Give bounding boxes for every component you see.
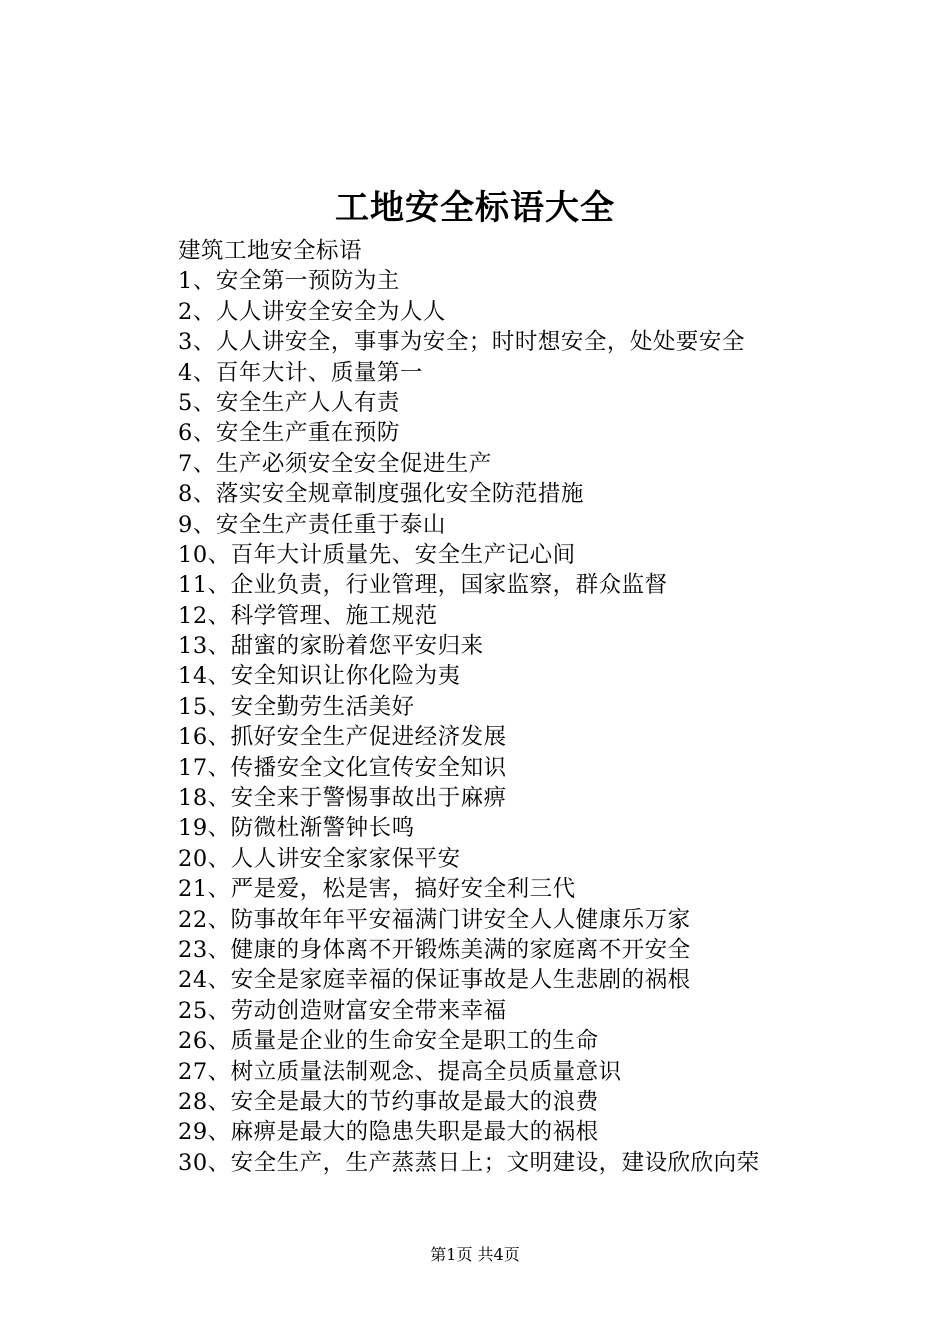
list-item: 2、人人讲安全安全为人人	[178, 298, 446, 325]
list-item: 20、人人讲安全家家保平安	[178, 845, 461, 872]
list-item: 1、安全第一预防为主	[178, 268, 400, 295]
page-title: 工地安全标语大全	[335, 188, 615, 228]
page-footer: 第1页 共4页	[430, 1245, 520, 1264]
list-item: 5、安全生产人人有责	[178, 389, 400, 416]
list-item: 15、安全勤劳生活美好	[178, 693, 415, 720]
list-item: 17、传播安全文化宣传安全知识	[178, 754, 507, 781]
list-item: 4、百年大计、质量第一	[178, 359, 423, 386]
list-item: 11、企业负责，行业管理，国家监察，群众监督	[178, 572, 668, 599]
list-item: 3、人人讲安全，事事为安全；时时想安全，处处要安全	[178, 329, 745, 356]
list-item: 7、生产必须安全安全促进生产	[178, 450, 492, 477]
list-item: 23、健康的身体离不开锻炼美满的家庭离不开安全	[178, 936, 691, 963]
list-item: 18、安全来于警惕事故出于麻痹	[178, 785, 507, 812]
document-body	[178, 236, 878, 1178]
list-item: 22、防事故年年平安福满门讲安全人人健康乐万家	[178, 906, 691, 933]
list-item: 6、安全生产重在预防	[178, 420, 400, 447]
list-item: 27、树立质量法制观念、提高全员质量意识	[178, 1058, 622, 1085]
list-item: 16、抓好安全生产促进经济发展	[178, 724, 507, 751]
list-item: 14、安全知识让你化险为夷	[178, 663, 461, 690]
list-item: 24、安全是家庭幸福的保证事故是人生悲剧的祸根	[178, 967, 691, 994]
list-item: 25、劳动创造财富安全带来幸福	[178, 997, 507, 1024]
list-item: 21、严是爱，松是害，搞好安全利三代	[178, 876, 576, 903]
list-item: 26、质量是企业的生命安全是职工的生命	[178, 1028, 599, 1055]
slogan-list	[178, 266, 878, 1178]
list-item: 10、百年大计质量先、安全生产记心间	[178, 541, 576, 568]
list-item: 13、甜蜜的家盼着您平安归来	[178, 633, 484, 660]
list-item: 29、麻痹是最大的隐患失职是最大的祸根	[178, 1119, 599, 1146]
list-item: 28、安全是最大的节约事故是最大的浪费	[178, 1088, 599, 1115]
list-item: 8、落实安全规章制度强化安全防范措施	[178, 481, 584, 508]
list-item: 30、安全生产，生产蒸蒸日上；文明建设，建设欣欣向荣	[178, 1149, 760, 1176]
list-item: 12、科学管理、施工规范	[178, 602, 438, 629]
list-item: 9、安全生产责任重于泰山	[178, 511, 446, 538]
section-heading: 建筑工地安全标语	[178, 238, 363, 264]
list-item: 19、防微杜渐警钟长鸣	[178, 815, 415, 842]
